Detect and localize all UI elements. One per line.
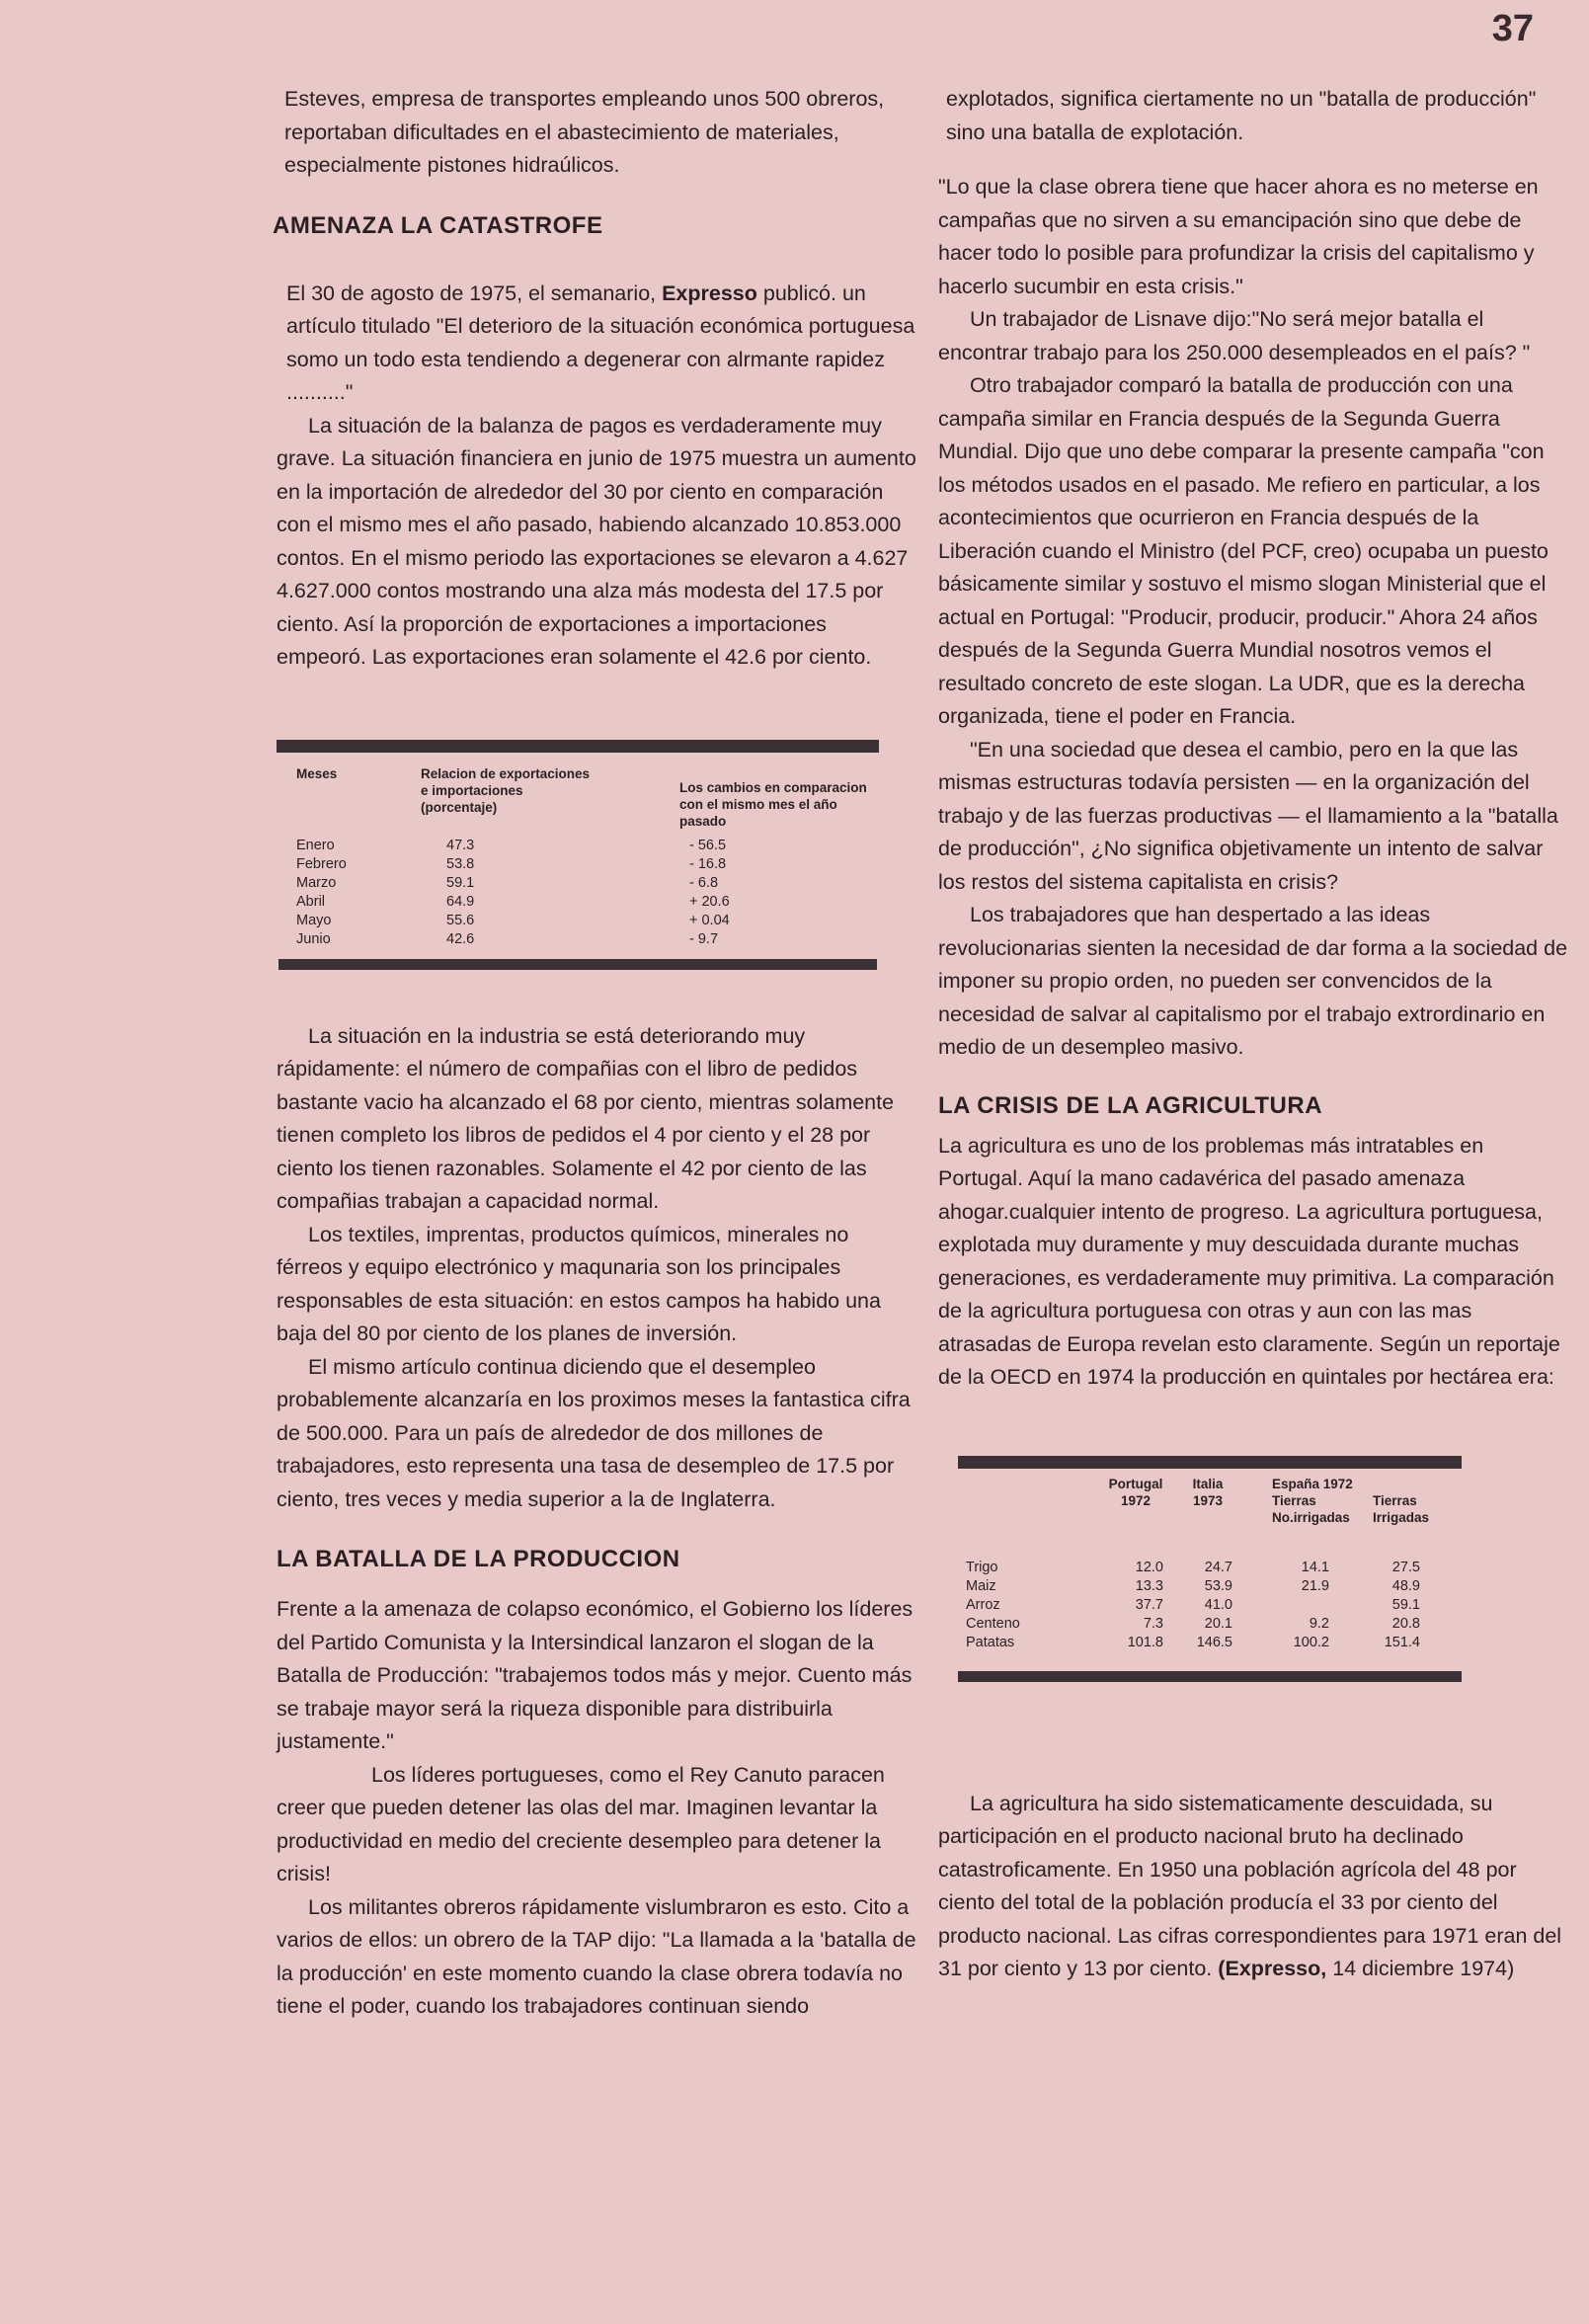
table-top-rule — [277, 740, 879, 753]
table-body — [966, 1559, 1460, 1652]
table-row: Arroz 37.7 41.0 59.1 — [966, 1596, 1420, 1613]
col-header-tierras-irrigadas: Tierras Irrigadas — [1373, 1492, 1430, 1525]
paragraph: "En una sociedad que desea el cambio, pero en la que las mismas estructuras todavía persisten — en la organización del trabajo y de las fuerzas productivas — el llamamiento a la "batalla de producción", ¿No significa objetivamente un intento de salvar los restos del sistema capitalista en crisis? — [938, 737, 1558, 894]
agriculture-table — [958, 1456, 1481, 1693]
col-header-cambios: Los cambios en comparacion con el mismo mes el año pasado — [679, 779, 867, 829]
paragraph: Los militantes obreros rápidamente vislumbraron es esto. Cito a varios de ellos: un obrero de la TAP dijo: "La llamada a la 'batalla de la producción' en este momento cuando la clase obrera todavía no tiene el poder, cuando los trabajadores continuan siendo — [277, 1894, 916, 2018]
paragraph: La situación de la balanza de pagos es verdaderamente muy grave. La situación financiera en junio de 1975 muestra un aumento en la importación de alrededor del 30 por ciento en comparación con el mismo mes el año pasado, habiendo alcanzado 10.853.000 contos. En el mismo periodo las exportaciones se elevaron a 4.627 4.627.000 contos mostrando una alza más modesta del 17.5 por ciento. Así la proporción de exportaciones a importaciones empeoró. Las exportaciones eran solamente el 42.6 por ciento. — [277, 413, 916, 669]
table-row: Centeno 7.3 20.1 9.2 20.8 — [966, 1615, 1420, 1632]
table-row: Marzo 59.1 - 6.8 — [296, 874, 719, 891]
paragraph: Frente a la amenaza de colapso económico, el Gobierno los líderes del Partido Comunista y la Intersindical lanzaron el slogan de la Batalla de Producción: "trabajemos todos más y mejor. Cuento más se trabaje mayor será la riqueza disponible para distribuirla justamente." — [277, 1597, 914, 1753]
table-row: Abril 64.9 + 20.6 — [296, 893, 730, 910]
page-number: 37 — [1491, 8, 1534, 49]
table-row: Patatas 101.8 146.5 100.2 151.4 — [966, 1634, 1420, 1650]
right-column — [938, 83, 1568, 1986]
col-header-tierras-no-irrigadas: Tierras No.irrigadas — [1272, 1492, 1350, 1525]
publication-name: (Expresso, — [1218, 1957, 1327, 1980]
publication-name: Expresso — [662, 280, 757, 305]
paragraph: Un trabajador de Lisnave dijo:"No será mejor batalla el encontrar trabajo para los 250.000 desempleados en el país? " — [938, 307, 1531, 364]
col-header-espana: España 1972 — [1272, 1476, 1353, 1491]
paragraph: Los textiles, imprentas, productos químicos, minerales no férreos y equipo electrónico y maqunaria son los principales responsables de esta situación: en estos campos ha habido una baja del 80 por ciento de los planes de inversión. — [277, 1222, 881, 1345]
table-row: Trigo 12.0 24.7 14.1 27.5 — [966, 1559, 1420, 1575]
trade-table — [277, 740, 881, 977]
paragraph: La situación en la industria se está deteriorando muy rápidamente: el número de compañias con el libro de pedidos bastante vacio ha alcanzado el 68 por ciento, mientras solamente tienen completo los libros de pedidos el 4 por ciento y el 28 por ciento los tienen razonables. Solamente el 42 por ciento de las compañias trabajan a capacidad normal. — [277, 1023, 895, 1213]
col-header-italia: Italia 1973 — [1192, 1476, 1224, 1508]
paragraph: El mismo artículo continua diciendo que el desempleo probablemente alcanzaría en los proximos meses la fantastica cifra de 500.000. Para un país de alrededor de dos millones de trabajadores, esto representa una tasa de desempleo de 17.5 por ciento, tres veces y media superior a la de Inglaterra. — [277, 1354, 911, 1511]
left-column — [273, 83, 920, 2024]
col-header-meses: Meses — [296, 765, 338, 781]
paragraph: Otro trabajador comparó la batalla de producción con una campaña similar en Francia después de la Segunda Guerra Mundial. Dijo que uno debe comparar la presente campaña "con los métodos usados en el pasado. Me refiero en particular, a los acontecimientos que ocurrieron en Francia después de la Liberación cuando el Ministro (del PCF, creo) ocupaba un puesto básicamente similar y sostuvo el mismo slogan Ministerial que el actual en Portugal: "Producir, producir, producir." Ahora 24 años después de la Segunda Guerra Mundial nosotros vemos el resultado concreto de este slogan. La UDR, que es la derecha organizada, tiene el poder en Francia. — [938, 373, 1549, 728]
table-row: Junio 42.6 - 9.7 — [296, 930, 719, 947]
paragraph: explotados, significa ciertamente no un "batalla de producción" sino una batalla de explotación. — [946, 87, 1537, 144]
paragraph: Los líderes portugueses, como el Rey Canuto paracen creer que pueden detener las olas del mar. Imaginen levantar la productividad en medio del creciente desempleo para detener la crisis! — [277, 1762, 885, 1885]
table-top-rule — [958, 1456, 1462, 1469]
col-header-relacion: Relacion de exportaciones e importaciones (porcentaje) — [421, 765, 591, 815]
paragraph: La agricultura ha sido sistematicamente descuidada, su participación en el producto nacional bruto ha declinado catastroficamente. En 1950 una población agrícola del 48 por ciento del total de la población producía el 33 por ciento del producto nacional. Las cifras correspondientes para 1971 eran del 31 por ciento y 13 por ciento. (Expresso, 14 diciembre 1974) — [938, 1791, 1562, 1980]
table-row: Maiz 13.3 53.9 21.9 48.9 — [966, 1577, 1420, 1594]
table-body — [296, 837, 869, 949]
paragraph: La agricultura es uno de los problemas más intratables en Portugal. Aquí la mano cadavérica del pasado amenaza ahogar.cualquier intento de progreso. La agricultura portuguesa, explotada muy duramente y muy descuidada durante muchas generaciones, es verdaderamente muy primitiva. La comparación de la agricultura portuguesa con otras y aun con las mas atrasadas de Europa revelan esto claramente. Según un reportaje de la OECD en 1974 la producción en quintales por hectárea era: — [938, 1133, 1560, 1389]
paragraph: El 30 de agosto de 1975, el semanario, Expresso publicó. un artículo titulado "El deterioro de la situación económica portuguesa somo un todo esta tendiendo a degenerar con alrmante rapidez .........." — [286, 280, 915, 404]
table-bottom-rule — [278, 959, 877, 970]
table-row: Febrero 53.8 - 16.8 — [296, 855, 727, 872]
paragraph: "Lo que la clase obrera tiene que hacer ahora es no meterse en campañas que no sirven a su emancipación sino que debe de hacer todo lo posible para profundizar la crisis del capitalismo y hacerlo sucumbir en esta crisis." — [938, 175, 1539, 298]
heading-amenaza: AMENAZA LA CATASTROFE — [273, 211, 603, 239]
heading-crisis: LA CRISIS DE LA AGRICULTURA — [938, 1091, 1323, 1119]
table-bottom-rule — [958, 1671, 1462, 1682]
table-row: Enero 47.3 - 56.5 — [296, 837, 727, 853]
table-row: Mayo 55.6 + 0.04 — [296, 912, 730, 928]
paragraph: Esteves, empresa de transportes empleando unos 500 obreros, reportaban dificultades en el abastecimiento de materiales, especialmente pistones hidraúlicos. — [284, 87, 885, 177]
heading-batalla: LA BATALLA DE LA PRODUCCION — [277, 1546, 680, 1572]
paragraph: Los trabajadores que han despertado a las ideas revolucionarias sienten la necesidad de dar forma a la sociedad de imponer su propio orden, no pueden ser convencidos de la necesidad de salvar al capitalismo por el trabajo extrordinario en medio de un desempleo masivo. — [938, 903, 1568, 1059]
col-header-portugal: Portugal 1972 — [1108, 1476, 1163, 1508]
